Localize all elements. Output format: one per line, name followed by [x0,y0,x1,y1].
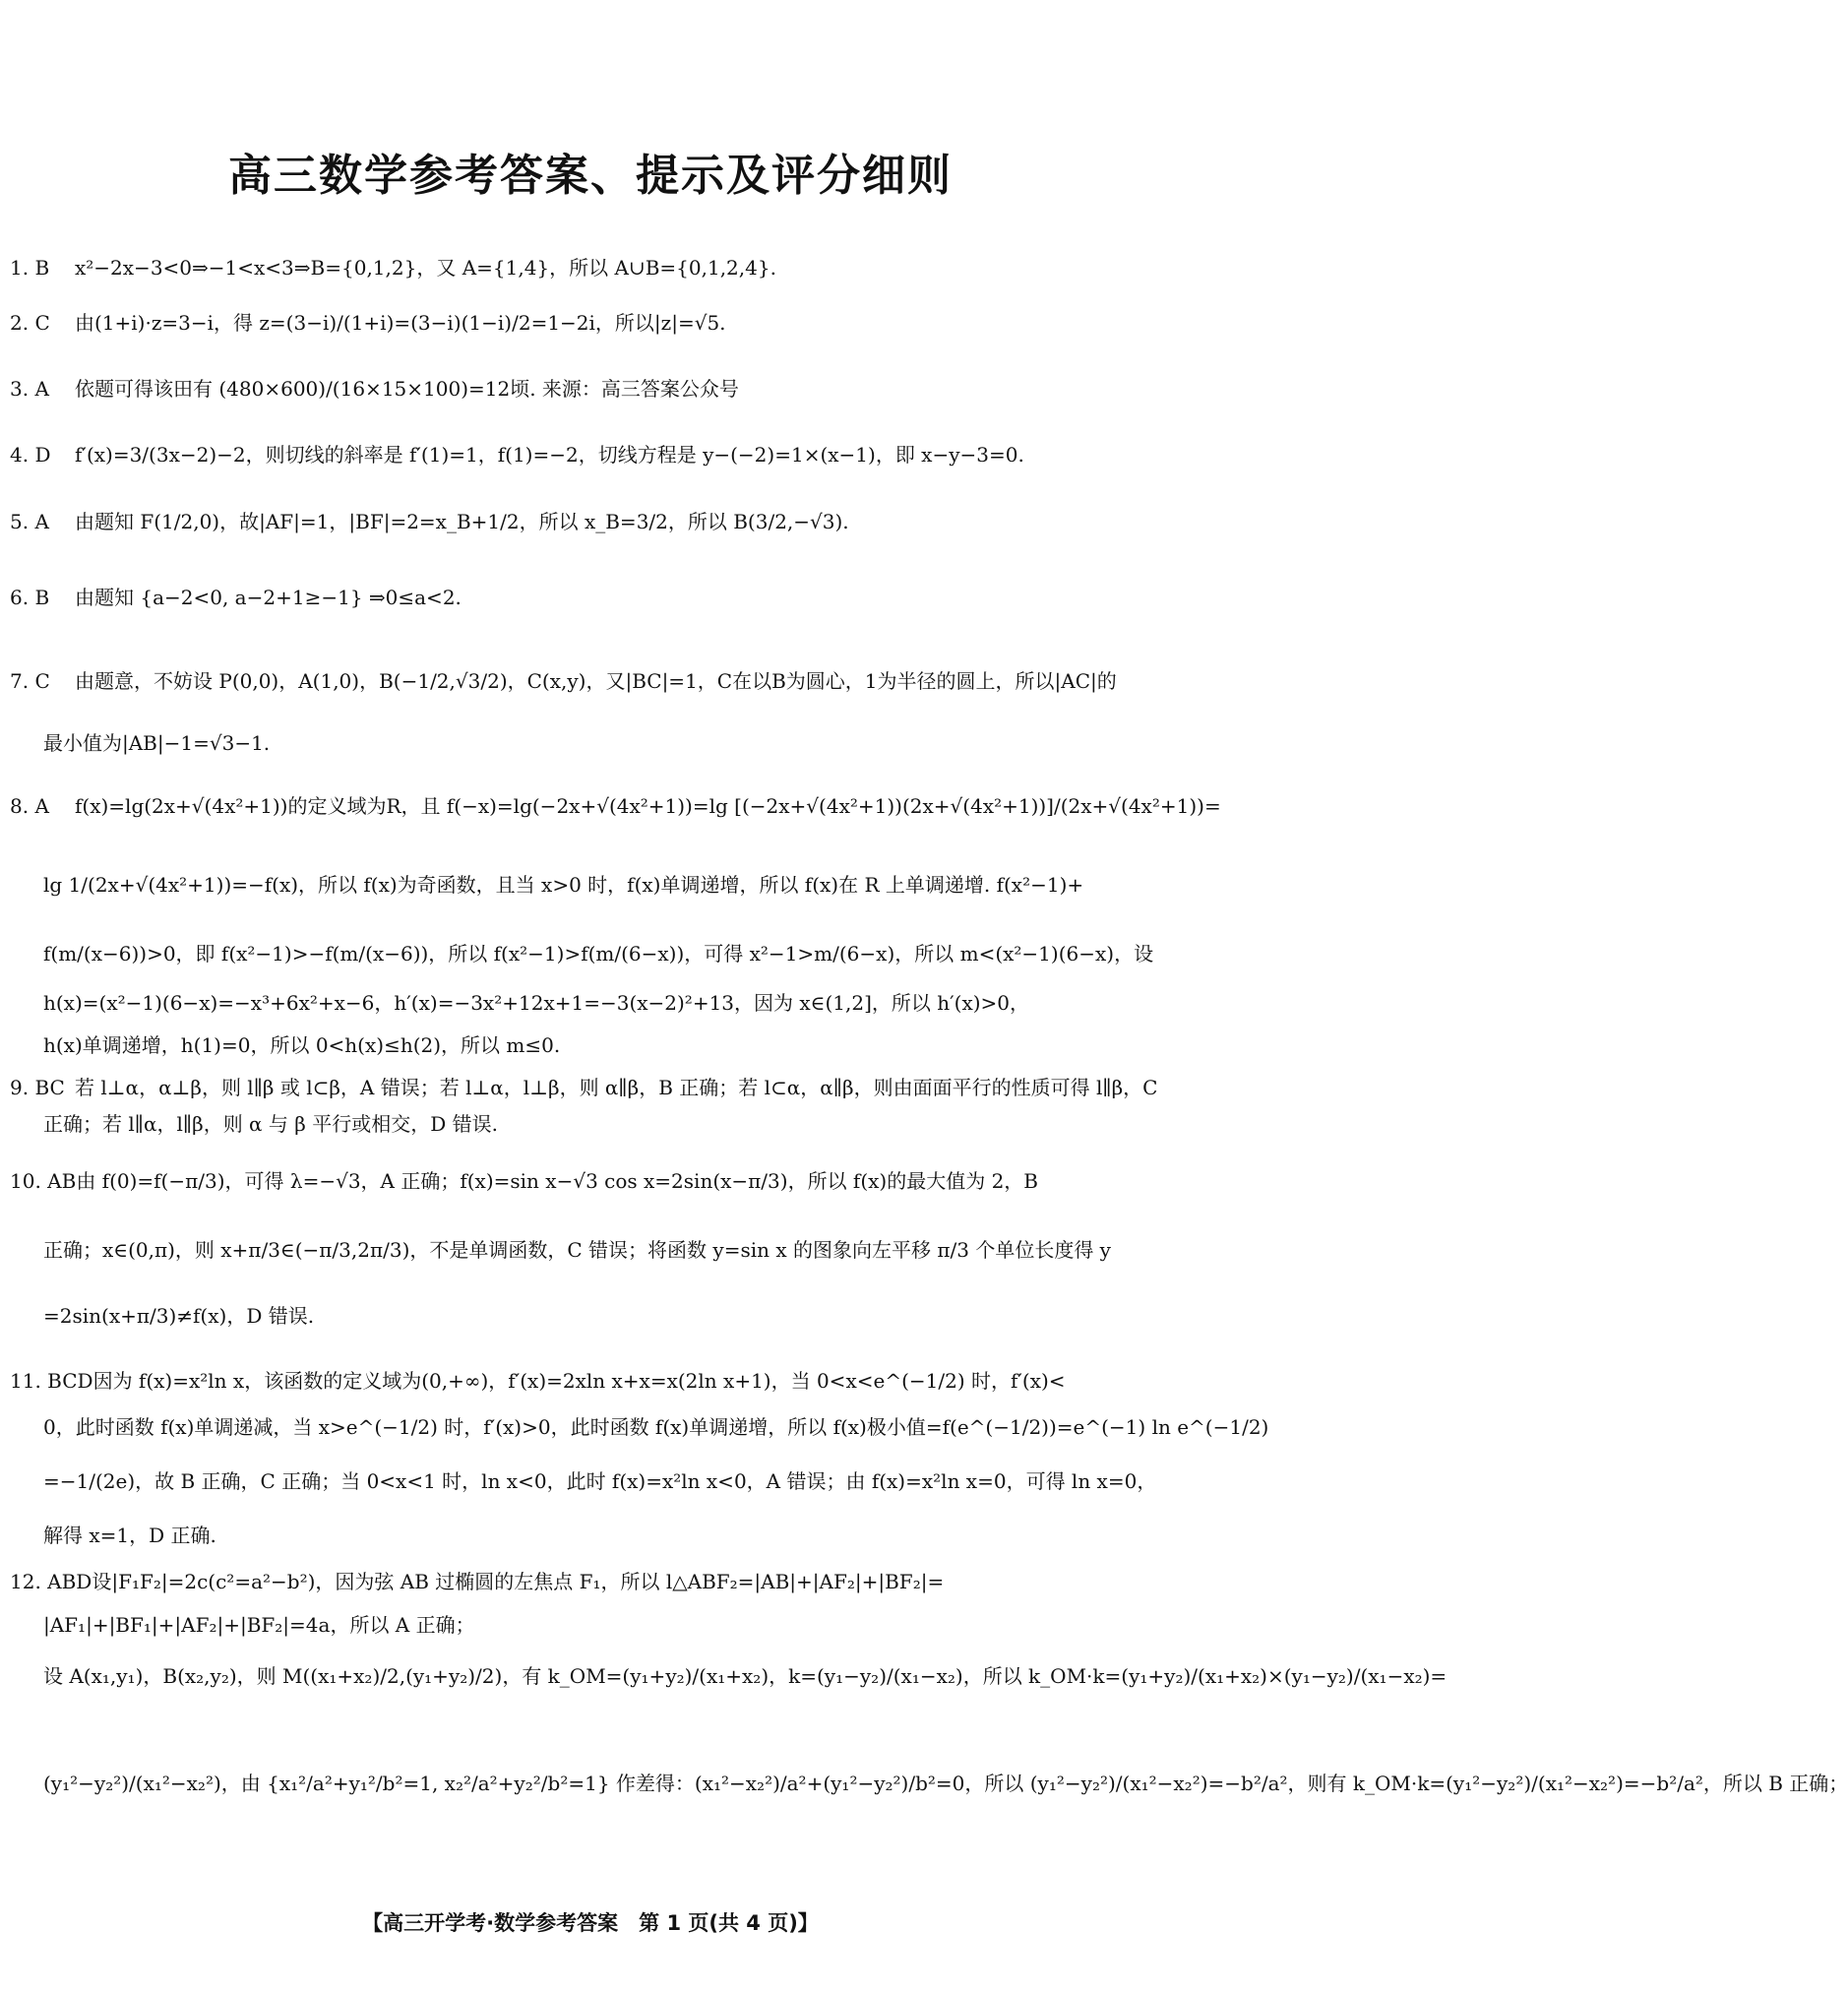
question-number: 2. C [10,311,50,335]
question-number: 4. D [10,443,51,467]
answer-text: 由(1+i)·z=3−i，得 z=(3−i)/(1+i)=(3−i)(1−i)/2=1−2i，所以|z|=√5. [75,311,726,335]
question-number: 8. A [10,794,49,818]
question-number: 1. B [10,256,50,280]
answer-text: f′(x)=3/(3x−2)−2，则切线的斜率是 f′(1)=1，f(1)=−2，切线方程是 y−(−2)=1×(x−1)，即 x−y−3=0. [75,443,1024,467]
answer-text: 依题可得该田有 (480×600)/(16×15×100)=12顷. 来源：高三答案公众号 [75,377,739,401]
answer-2 [10,308,1171,338]
answer-8-continued: f(m/(x−6))>0，即 f(x²−1)>−f(m/(x−6))，所以 f(x²−1)>f(m/(6−x))，可得 x²−1>m/(6−x)，所以 m<(x²−1)(6−x)，设 [43,942,1154,965]
answer-8-continued: h(x)单调递增，h(1)=0，所以 0<h(x)≤h(2)，所以 m≤0. [43,1033,561,1057]
answer-10 [10,1166,1171,1196]
answer-text: 因为 f(x)=x²ln x，该函数的定义域为(0,+∞)，f′(x)=2xln x+x=x(2ln x+1)，当 0<x<e^(−1/2) 时，f′(x)< [92,1369,1066,1393]
answer-text: 由题意，不妨设 P(0,0)，A(1,0)，B(−1/2,√3/2)，C(x,y)，又|BC|=1，C在以B为圆心，1为半径的圆上，所以|AC|的 [75,669,1117,693]
page-footer: 【高三开学考·数学参考答案 第 1 页(共 4 页)】 [362,1911,819,1935]
answer-8 [10,791,1221,821]
question-number: 3. A [10,377,49,401]
answer-11-continued: 0，此时函数 f(x)单调递减，当 x>e^(−1/2) 时，f′(x)>0，此时函数 f(x)单调递增，所以 f(x)极小值=f(e^(−1/2))=e^(−1) ln e^(−1/2) [43,1415,1269,1439]
answer-11-continued: 解得 x=1，D 正确. [43,1524,216,1547]
answer-text: 由 f(0)=f(−π/3)，可得 λ=−√3，A 正确；f(x)=sin x−√3 cos x=2sin(x−π/3)，所以 f(x)的最大值为 2，B [76,1169,1038,1193]
answer-12 [10,1567,1171,1596]
answer-4 [10,440,1171,469]
answer-text: 若 l⊥α，α⊥β，则 l∥β 或 l⊂β，A 错误；若 l⊥α，l⊥β，则 α∥β，B 正确；若 l⊂α，α∥β，则由面面平行的性质可得 l∥β，C [75,1076,1158,1099]
question-number: 5. A [10,510,49,533]
answer-5 [10,507,1171,536]
answer-11 [10,1366,1171,1396]
page-title: 高三数学参考答案、提示及评分细则 [228,151,953,201]
question-number: 7. C [10,669,50,693]
answer-9 [10,1073,1171,1102]
answer-3 [10,374,1171,404]
answer-10-continued: =2sin(x+π/3)≠f(x)，D 错误. [43,1304,315,1328]
question-number: 6. B [10,586,50,609]
question-number: 12. ABD [10,1570,92,1593]
answer-12-continued: |AF₁|+|BF₁|+|AF₂|+|BF₂|=4a，所以 A 正确； [43,1613,475,1637]
question-number: 11. BCD [10,1369,93,1393]
answer-10-continued: 正确；x∈(0,π)，则 x+π/3∈(−π/3,2π/3)，不是单调函数，C 错误；将函数 y=sin x 的图象向左平移 π/3 个单位长度得 y [43,1238,1111,1262]
answer-1 [10,253,1171,282]
question-number: 9. BC [10,1076,65,1099]
answer-text: 设|F₁F₂|=2c(c²=a²−b²)，因为弦 AB 过椭圆的左焦点 F₁，所以 l△ABF₂=|AB|+|AF₂|+|BF₂|= [92,1570,945,1593]
answer-text: 由题知 F(1/2,0)，故|AF|=1，|BF|=2=x_B+1/2，所以 x_B=3/2，所以 B(3/2,−√3). [75,510,849,533]
answer-8-continued: lg 1/(2x+√(4x²+1))=−f(x)，所以 f(x)为奇函数，且当 x>0 时，f(x)单调递增，所以 f(x)在 R 上单调递增. f(x²−1)+ [43,873,1084,897]
answer-7 [10,666,1171,696]
answer-text: 由题知 {a−2<0, a−2+1≥−1} ⇒0≤a<2. [75,586,462,609]
answer-text: f(x)=lg(2x+√(4x²+1))的定义域为R，且 f(−x)=lg(−2x+√(4x²+1))=lg [(−2x+√(4x²+1))(2x+√(4x²+1))]/(2x+√(4x²+1))= [75,794,1221,818]
answer-8-continued: h(x)=(x²−1)(6−x)=−x³+6x²+x−6，h′(x)=−3x²+12x+1=−3(x−2)²+13，因为 x∈(1,2]，所以 h′(x)>0， [43,991,1030,1015]
question-number: 10. AB [10,1169,77,1193]
answer-12-continued: (y₁²−y₂²)/(x₁²−x₂²)，由 {x₁²/a²+y₁²/b²=1, x₂²/a²+y₂²/b²=1} 作差得：(x₁²−x₂²)/a²+(y₁²−y₂²)/b²=0，所以 (y₁²−y₂²)/(x₁²−x₂²)=−b²/a²，则有 k_OM·k=(y₁²−y₂²)/(x₁²−x₂²)=−b²/a²，所以 B 正确； [43,1772,1848,1795]
answer-12-continued: 设 A(x₁,y₁)，B(x₂,y₂)，则 M((x₁+x₂)/2,(y₁+y₂)/2)，有 k_OM=(y₁+y₂)/(x₁+x₂)，k=(y₁−y₂)/(x₁−x₂)，所以 k_OM·k=(y₁+y₂)/(x₁+x₂)×(y₁−y₂)/(x₁−x₂)= [43,1664,1448,1688]
answer-7-continued: 最小值为|AB|−1=√3−1. [43,731,271,755]
answer-text: x²−2x−3<0⇒−1<x<3⇒B={0,1,2}，又 A={1,4}，所以 A∪B={0,1,2,4}. [75,256,776,280]
answer-9-continued: 正确；若 l∥α，l∥β，则 α 与 β 平行或相交，D 错误. [43,1112,498,1136]
answer-11-continued: =−1/(2e)，故 B 正确，C 正确；当 0<x<1 时，ln x<0，此时 f(x)=x²ln x<0，A 错误；由 f(x)=x²ln x=0，可得 ln x=0， [43,1469,1157,1493]
answer-6 [10,583,1171,612]
